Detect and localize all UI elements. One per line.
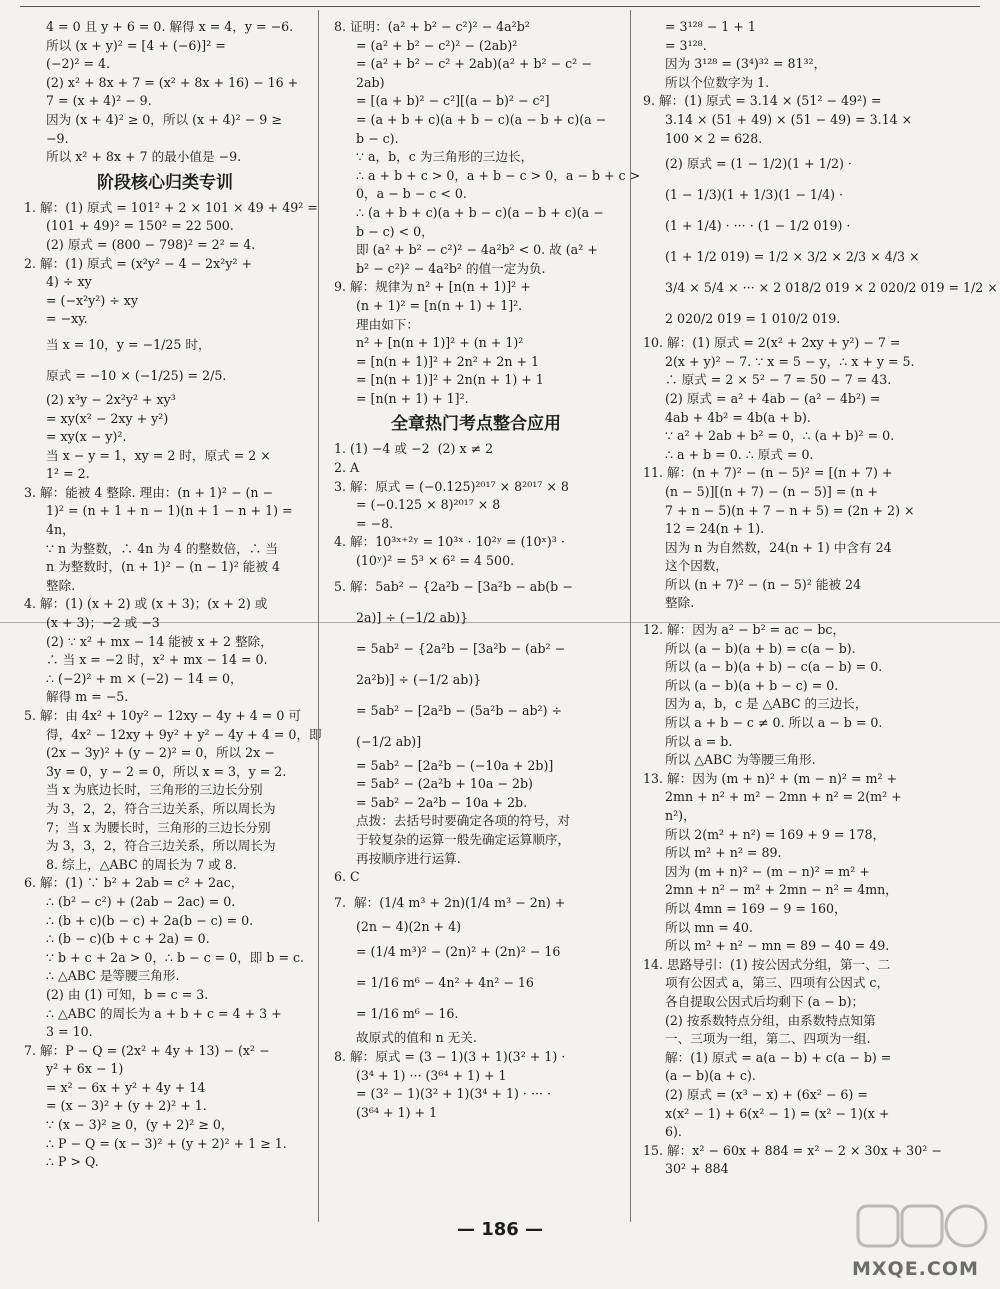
answer-line: 2(x + y)² − 7. ∵ x = 5 − y，∴ x + y = 5. — [665, 353, 915, 369]
answer-line: 3. 解：原式 = (−0.125)²⁰¹⁷ × 8²⁰¹⁷ × 8 — [334, 478, 569, 494]
answer-line: 2. 解：(1) 原式 = (x²y² − 4 − 2x²y² + — [24, 255, 253, 271]
answer-line: 5. 解：由 4x² + 10y² − 12xy − 4y + 4 = 0 可 — [24, 708, 301, 723]
answer-line: = [n(n + 1) + 1]². — [356, 390, 469, 406]
answer-line: 原式 = −10 × (−1/25) = 2/5. — [46, 367, 227, 383]
column-left — [24, 18, 322, 1172]
answer-line: 所以 (x + y)² = [4 + (−6)]² = — [46, 37, 226, 53]
answer-line: 理由如下： — [356, 316, 419, 332]
answer-line: 3. 解：能被 4 整除. 理由：(n + 1)² − (n − — [24, 484, 274, 500]
answer-line: = (−0.125 × 8)²⁰¹⁷ × 8 — [356, 497, 501, 513]
answer-line: = xy(x² − 2xy + y²) — [46, 410, 169, 426]
answer-line: ∴ P − Q = (x − 3)² + (y + 2)² + 1 ≥ 1. — [46, 1135, 287, 1151]
answer-line: 因为 (m + n)² − (m − n)² = m² + — [665, 863, 870, 879]
answer-line: 所以 4mn = 169 − 9 = 160， — [665, 900, 847, 916]
answer-line: 所以 (a − b)(a + b) − c(a − b) = 0. — [665, 659, 883, 675]
answer-line: = xy(x − y)². — [46, 429, 127, 445]
answer-line: (3⁶⁴ + 1) + 1 — [356, 1104, 438, 1120]
answer-line: 7 + n − 5)(n + 7 − n + 5) = (2n + 2) × — [665, 502, 915, 518]
answer-line: 8. 综上，△ABC 的周长为 7 或 8. — [46, 856, 237, 872]
answer-line: n²)， — [665, 808, 696, 823]
answer-line: = (a + b + c)(a + b − c)(a − b + c)(a − — [356, 111, 607, 127]
answer-line: 所以 x² + 8x + 7 的最小值是 −9. — [46, 149, 242, 165]
answer-line: 各自提取公因式后均剩下 (a − b)； — [665, 993, 865, 1009]
answer-line: 2. A — [334, 460, 360, 476]
answer-line: 3.14 × (51 + 49) × (51 − 49) = 3.14 × — [665, 111, 913, 127]
answer-line: (1 + 1/2 019) = 1/2 × 3/2 × 2/3 × 4/3 × — [665, 249, 920, 265]
answer-line — [643, 613, 959, 621]
answer-line: = 3¹²⁸. — [665, 37, 707, 53]
answer-line: 4ab + 4b² = 4b(a + b). — [665, 409, 811, 425]
answer-line: (n − 5)][(n + 7) − (n − 5)] = (n + — [665, 483, 878, 499]
answer-line: 9. 解：(1) 原式 = 3.14 × (51² − 49²) = — [643, 93, 882, 109]
answer-line: 所以 (a − b)(a + b) = c(a − b). — [665, 640, 856, 656]
answer-line: = [n(n + 1)]² + 2n² + 2n + 1 — [356, 353, 540, 369]
section-heading: 阶段核心归类专训 — [97, 172, 233, 193]
answer-line: 30² + 884 — [665, 1161, 729, 1177]
answer-line: (2) x² + 8x + 7 = (x² + 8x + 16) − 16 + — [46, 74, 299, 90]
answer-line: (3⁴ + 1) ··· (3⁶⁴ + 1) + 1 — [356, 1067, 507, 1083]
answer-line: = 1/16 m⁶ − 4n² + 4n² − 16 — [356, 975, 534, 991]
answer-line: = [n(n + 1)]² + 2n(n + 1) + 1 — [356, 372, 544, 388]
answer-line: (1 + 1/4) · ··· · (1 − 1/2 019) · — [665, 218, 851, 234]
answer-line: n 为整数时，(n + 1)² − (n − 1)² 能被 4 — [46, 559, 280, 575]
answer-line: 100 × 2 = 628. — [665, 130, 763, 146]
answer-line: 一、三项为一组，第二、四项为一组. — [665, 1031, 871, 1047]
answer-line: = 5ab² − {2a²b − [3a²b − (ab² − — [356, 640, 566, 656]
answer-line: 解：(1) 原式 = a(a − b) + c(a − b) = — [665, 1049, 892, 1065]
answer-line: (2) 原式 = (1 − 1/2)(1 + 1/2) · — [665, 156, 852, 172]
answer-line: = x² − 6x + y² + 4y + 14 — [46, 1079, 206, 1095]
answer-line: 2mn + n² − m² + 2mn − n² = 4mn， — [665, 882, 898, 898]
answer-line: x(x² − 1) + 6(x² − 1) = (x² − 1)(x + — [665, 1105, 890, 1121]
top-rule — [20, 6, 980, 7]
answer-line: = 5ab² − (2a²b + 10a − 2b) — [356, 776, 533, 792]
answer-line: = 5ab² − 2a²b − 10a + 2b. — [356, 794, 528, 810]
answer-line: 所以 △ABC 为等腰三角形. — [665, 752, 816, 768]
answer-line: = (a² + b² − c²)² − (2ab)² — [356, 37, 518, 53]
answer-line: 1)² = (n + 1 + n − 1)(n + 1 − n + 1) = — [46, 503, 293, 519]
answer-line: 12 = 24(n + 1). — [665, 521, 765, 537]
answer-line: 1. (1) −4 或 −2 (2) x ≠ 2 — [334, 441, 494, 457]
column-middle — [334, 18, 641, 1122]
answer-line: ∵ a² + 2ab + b² = 0，∴ (a + b)² = 0. — [665, 428, 895, 444]
answer-line: 所以 mn = 40. — [665, 919, 753, 935]
answer-line: 4. 解：10³ˣ⁺²ʸ = 10³ˣ · 10²ʸ = (10ˣ)³ · — [334, 534, 565, 550]
answer-line: = 3¹²⁸ − 1 + 1 — [665, 19, 756, 34]
answer-line: = (−x²y²) ÷ xy — [46, 292, 139, 308]
answer-line: 10. 解：(1) 原式 = 2(x² + 2xy + y²) − 7 = — [643, 335, 901, 351]
answer-line: 所以 (a − b)(a + b − c) = 0. — [665, 677, 839, 693]
answer-line: (2) 由 (1) 可知，b = c = 3. — [46, 986, 209, 1002]
answer-line: ∵ n 为整数，∴ 4n 为 4 的整数倍，∴ 当 — [46, 540, 279, 556]
answer-line: (1 − 1/3)(1 + 1/3)(1 − 1/4) · — [665, 187, 844, 203]
answer-line: b − c). — [356, 130, 399, 146]
answer-line: ∴ (a + b + c)(a + b − c)(a − b + c)(a − — [356, 204, 604, 220]
answer-line: 3/4 × 5/4 × ··· × 2 018/2 019 × 2 020/2 019 = 1/2 × — [665, 280, 998, 296]
answer-line: −9. — [46, 130, 69, 146]
answer-line: 0，a − b − c < 0. — [356, 186, 467, 202]
answer-line: 4) ÷ xy — [46, 274, 92, 290]
answer-line: (2) 原式 = a² + 4ab − (a² − 4b²) = — [665, 390, 881, 406]
answer-line: ∴ a + b = 0. ∴ 原式 = 0. — [665, 446, 814, 462]
answer-line: = 5ab² − [2a²b − (5a²b − ab²) ÷ — [356, 702, 563, 718]
answer-line: 14. 思路导引：(1) 按公因式分组，第一、二 — [643, 956, 891, 972]
answer-line: 点拨：去括号时要确定各项的符号，对 — [356, 813, 571, 829]
answer-line: 所以 m² + n² = 89. — [665, 845, 782, 861]
answer-line: 2mn + n² + m² − 2mn + n² = 2(m² + — [665, 789, 902, 805]
answer-line: 这个因数， — [665, 558, 728, 574]
answer-line: 解得 m = −5. — [46, 689, 129, 705]
answer-line: = (1/4 m³)² − (2n)² + (2n)² − 16 — [356, 944, 561, 960]
answer-line: 12. 解：因为 a² − b² = ac − bc， — [643, 622, 846, 638]
answer-line: = −xy. — [46, 311, 88, 327]
answer-line: 6. 解：(1) ∵ b² + 2ab = c² + 2ac， — [24, 875, 244, 891]
answer-line: 7. 解：P − Q = (2x² + 4y + 13) − (x² − — [24, 1042, 270, 1058]
answer-line: 6). — [665, 1124, 682, 1140]
answer-line: (n + 1)² = [n(n + 1) + 1]². — [356, 297, 523, 313]
answer-line: (2) 原式 = (800 − 798)² = 2² = 4. — [46, 236, 256, 252]
page-number: — 186 — — [456, 1219, 544, 1240]
answer-line: 7 = (x + 4)² − 9. — [46, 93, 152, 109]
answer-line: ∴ (b − c)(b + c + 2a) = 0. — [46, 931, 210, 947]
answer-line: = 5ab² − [2a²b − (−10a + 2b)] — [356, 757, 554, 773]
answer-line: ∴ (b² − c²) + (2ab − 2ac) = 0. — [46, 893, 236, 909]
answer-line: 得，4x² − 12xy + 9y² + y² − 4y + 4 = 0，即 — [46, 726, 322, 742]
answer-line: n² + [n(n + 1)]² + (n + 1)² — [356, 335, 524, 351]
answer-line: (2) x³y − 2x²y² + xy³ — [46, 391, 176, 407]
watermark-url: MXQE.COM — [852, 1258, 979, 1280]
answer-line: 因为 (x + 4)² ≥ 0，所以 (x + 4)² − 9 ≥ — [46, 111, 282, 127]
answer-line: = (3² − 1)(3² + 1)(3⁴ + 1) · ··· · — [356, 1086, 551, 1102]
answer-line: 9. 解：规律为 n² + [n(n + 1)]² + — [334, 279, 531, 295]
answer-line: (−1/2 ab)] — [356, 733, 422, 749]
answer-line: 2ab) — [356, 74, 385, 90]
answer-line: ∴ (−2)² + m × (−2) − 14 = 0， — [46, 670, 243, 686]
answer-line: 为 3，2，2，符合三边关系，所以周长为 — [46, 800, 276, 816]
answer-line: b − c) < 0， — [356, 223, 434, 239]
answer-line: (2x − 3y)² + (y − 2)² = 0，所以 2x − — [46, 745, 275, 761]
answer-line: ∴ P > Q. — [46, 1154, 99, 1170]
answer-line: 再按顺序进行运算. — [356, 850, 461, 866]
answer-line: (x + 3)；−2 或 −3 — [46, 615, 160, 631]
answer-line: 所以 m² + n² − mn = 89 − 40 = 49. — [665, 938, 890, 954]
answer-line: 项有公因式 a，第三、四项有公因式 c， — [665, 975, 890, 991]
answer-line: (2) 按系数特点分组，由系数特点知第 — [665, 1012, 876, 1028]
answer-line: 13. 解：因为 (m + n)² + (m − n)² = m² + — [643, 770, 898, 786]
answer-line: 于较复杂的运算一般先确定运算顺序， — [356, 832, 571, 847]
answer-line: 故原式的值和 n 无关. — [356, 1030, 477, 1046]
answer-line: 4. 解：(1) (x + 2) 或 (x + 3)；(x + 2) 或 — [24, 596, 268, 612]
answer-line: 所以 a + b − c ≠ 0. 所以 a − b = 0. — [665, 715, 883, 731]
answer-line: 8. 解：原式 = (3 − 1)(3 + 1)(3² + 1) · — [334, 1048, 566, 1064]
answer-line: (10ʸ)² = 5³ × 6² = 4 500. — [356, 553, 515, 569]
answer-line: ∵ (x − 3)² ≥ 0，(y + 2)² ≥ 0， — [46, 1117, 234, 1133]
answer-line: (2n − 4)(2n + 4) — [356, 918, 462, 934]
answer-line: 7；当 x 为腰长时，三角形的三边长分别 — [46, 819, 271, 835]
answer-line: b² − c²)² − 4a²b² 的值一定为负. — [356, 260, 546, 276]
answer-line: ∴ 原式 = 2 × 5² − 7 = 50 − 7 = 43. — [665, 372, 892, 388]
answer-line: 3 = 10. — [46, 1024, 93, 1040]
answer-line: (2) 原式 = (x³ − x) + (6x² − 6) = — [665, 1086, 868, 1102]
answer-line: ∴ 当 x = −2 时，x² + mx − 14 = 0. — [46, 652, 268, 668]
answer-line: 2a²b)] ÷ (−1/2 ab)} — [356, 671, 482, 687]
column-divider — [318, 10, 319, 1222]
answer-line: 整除. — [665, 595, 695, 611]
answer-line: (−2)² = 4. — [46, 56, 111, 72]
answer-line: 即 (a² + b² − c²)² − 4a²b² < 0. 故 (a² + — [356, 242, 598, 258]
answer-line: (2) ∵ x² + mx − 14 能被 x + 2 整除， — [46, 633, 273, 649]
answer-line: 当 x − y = 1，xy = 2 时，原式 = 2 × — [46, 447, 271, 463]
answer-line: 2 020/2 019 = 1 010/2 019. — [665, 311, 841, 327]
answer-line: 所以 a = b. — [665, 733, 733, 749]
section-heading: 全章热门考点整合应用 — [391, 414, 561, 435]
answer-line: y² + 6x − 1) — [46, 1061, 124, 1077]
answer-line: 7. 解：(1/4 m³ + 2n)(1/4 m³ − 2n) + — [334, 894, 566, 910]
answer-line: = −8. — [356, 515, 394, 531]
answer-line: ∵ a，b，c 为三角形的三边长， — [356, 149, 534, 165]
answer-line: ∵ b + c + 2a > 0，∴ b − c = 0，即 b = c. — [46, 949, 305, 965]
answer-line: ∴ △ABC 是等腰三角形. — [46, 968, 180, 984]
answer-line: 1² = 2. — [46, 466, 90, 482]
answer-line: 因为 a，b，c 是 △ABC 的三边长， — [665, 696, 868, 712]
answer-line: 1. 解：(1) 原式 = 101² + 2 × 101 × 49 + 49² = — [24, 199, 318, 215]
answer-line: 3y = 0，y − 2 = 0，所以 x = 3，y = 2. — [46, 763, 287, 779]
answer-line: 2a)] ÷ (−1/2 ab)} — [356, 609, 469, 625]
answer-line: 6. C — [334, 869, 360, 885]
answer-line: = [(a + b)² − c²][(a − b)² − c²] — [356, 93, 550, 109]
answer-line: 8. 证明：(a² + b² − c²)² − 4a²b² — [334, 19, 530, 34]
answer-line: 所以 2(m² + n²) = 169 + 9 = 178， — [665, 826, 886, 842]
answer-line: 所以 (n + 7)² − (n − 5)² 能被 24 — [665, 576, 862, 592]
answer-line: 为 3，3，2，符合三边关系，所以周长为 — [46, 838, 276, 854]
answer-line: 4n， — [46, 522, 75, 538]
answer-line: 4 = 0 且 y + 6 = 0. 解得 x = 4，y = −6. — [46, 19, 294, 34]
answer-line: (101 + 49)² = 150² = 22 500. — [46, 218, 234, 234]
answer-line: 当 x 为底边长时，三角形的三边长分别 — [46, 782, 263, 798]
column-divider — [630, 10, 631, 1222]
answer-line: (a − b)(a + c). — [665, 1068, 756, 1084]
answer-line: ∴ (b + c)(b − c) + 2a(b − c) = 0. — [46, 912, 254, 928]
answer-line: 所以个位数字为 1. — [665, 74, 770, 90]
answer-line: 5. 解：5ab² − {2a²b − [3a²b − ab(b − — [334, 578, 573, 594]
answer-line: 因为 3¹²⁸ = (3⁴)³² = 81³²， — [665, 56, 827, 72]
answer-line: 11. 解：(n + 7)² − (n − 5)² = [(n + 7) + — [643, 465, 893, 481]
answer-line: 15. 解：x² − 60x + 884 = x² − 2 × 30x + 30² − — [643, 1142, 942, 1158]
answer-line: = (a² + b² − c² + 2ab)(a² + b² − c² − — [356, 56, 592, 72]
column-right — [643, 18, 998, 1179]
answer-line: ∴ a + b + c > 0，a + b − c > 0，a − b + c > — [356, 167, 641, 183]
answer-line: = 1/16 m⁶ − 16. — [356, 1006, 459, 1022]
answer-line: 因为 n 为自然数，24(n + 1) 中含有 24 — [665, 539, 892, 555]
answer-line: = (x − 3)² + (y + 2)² + 1. — [46, 1098, 207, 1114]
answer-line: 整除. — [46, 577, 76, 593]
answer-line: ∴ △ABC 的周长为 a + b + c = 4 + 3 + — [46, 1005, 282, 1021]
answer-line: 当 x = 10，y = −1/25 时， — [46, 336, 211, 352]
